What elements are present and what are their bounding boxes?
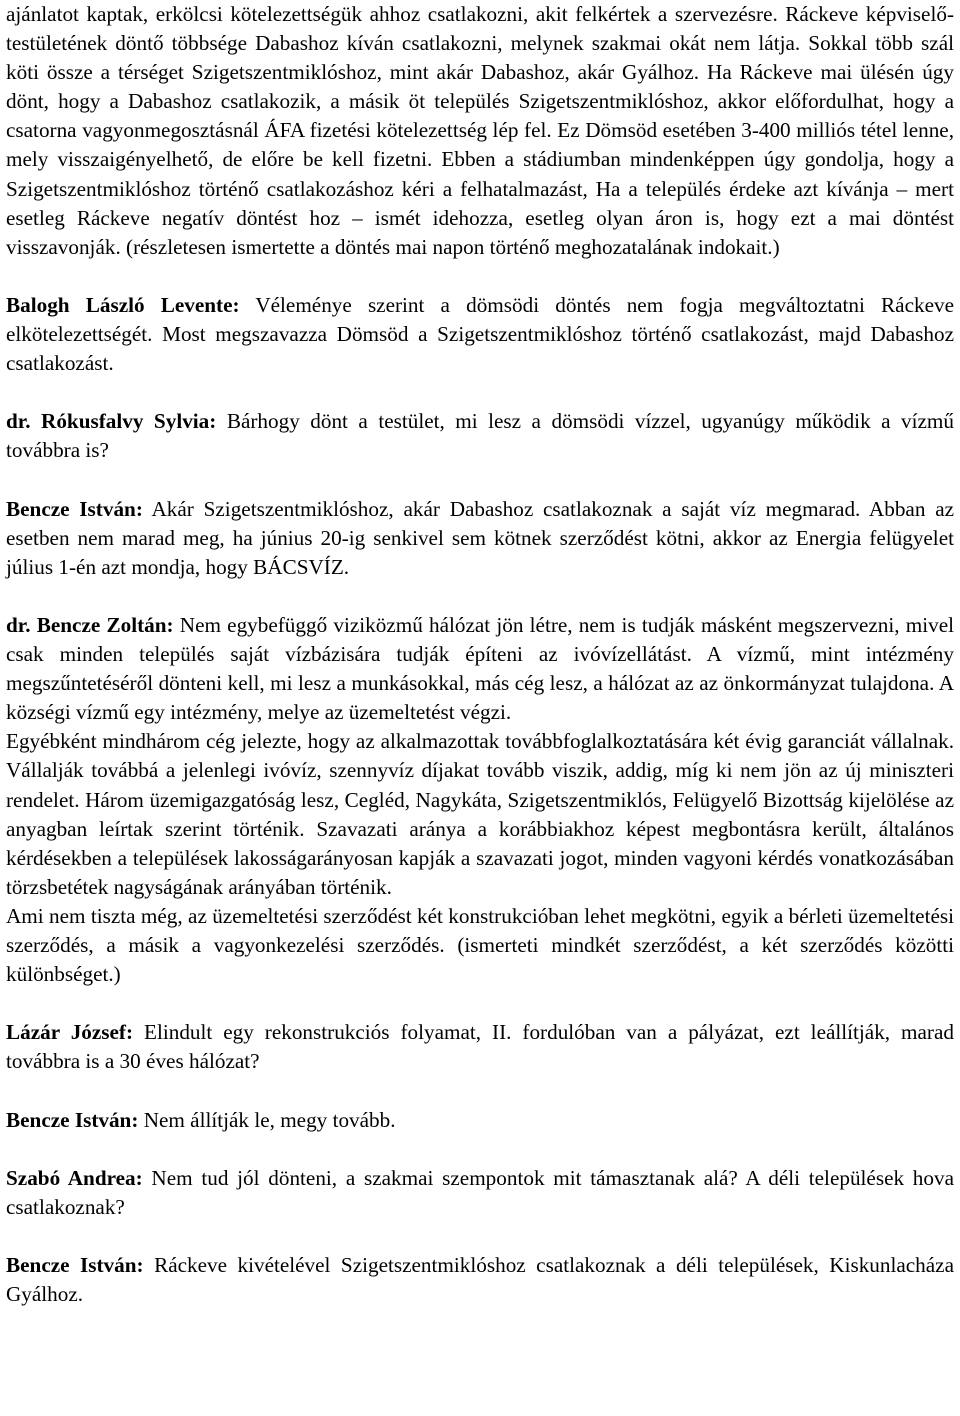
paragraph-text: ajánlatot kaptak, erkölcsi kötelezettségük ahhoz csatlakozni, akit felkértek a szervezésre. Ráckeve képviselő-testületének döntő többsége Dabashoz kíván csatlakozni, melynek szakmai okát nem látja. Sokkal több szál köti össze a térséget Szigetszentmiklóshoz, mint akár Dabashoz, akár Gyálhoz. Ha Ráckeve mai ülésén úgy dönt, hogy a Dabashoz csatlakozik, a másik öt település Szigetszentmiklóshoz, akkor előfordulhat, hogy a csatorna vagyonmegosztásnál ÁFA fizetési kötelezettség lép fel. Ez Dömsöd esetében 3-400 milliós tétel lenne, mely visszaigényelhető, de előre be kell fizetni. Ebben a stádiumban mindenképpen úgy gondolja, hogy a Szigetszentmiklóshoz történő csatlakozáshoz kéri a felhatalmazást, Ha a település érdeke azt kívánja – mert esetleg Ráckeve negatív döntést hoz – ismét idehozza, esetleg olyan áron is, hogy ezt a mai döntést visszavonják. (részletesen ismertette a döntés mai napon történő meghozatalának indokait.) — [6, 2, 954, 259]
paragraph-bencze-istvan-2 — [6, 1106, 954, 1135]
paragraph-continuation-2 — [6, 902, 954, 989]
paragraph-lazar — [6, 1018, 954, 1076]
speaker-name: Balogh László Levente: — [6, 292, 240, 317]
paragraph-intro — [6, 0, 954, 262]
speaker-name: dr. Bencze Zoltán: — [6, 612, 174, 637]
speaker-name: Szabó Andrea: — [6, 1165, 143, 1190]
paragraph-text: Akár Szigetszentmiklóshoz, akár Dabashoz csatlakoznak a saját víz megmarad. Abban az esetben nem marad meg, ha június 20-ig senkivel sem kötnek szerződést kötni, akkor az Energia felügyelet július 1-én azt mondja, hogy BÁCSVÍZ. — [6, 496, 954, 579]
paragraph-text: Elindult egy rekonstrukciós folyamat, II. fordulóban van a pályázat, ezt leállítják, marad továbbra is a 30 éves hálózat? — [6, 1020, 954, 1074]
paragraph-continuation-1 — [6, 727, 954, 902]
paragraph-text: Egyébként mindhárom cég jelezte, hogy az alkalmazottak továbbfoglalkoztatására két évig garanciát vállalnak. Vállalják továbbá a jelenlegi ivóvíz, szennyvíz díjakat tovább viszik, addig, míg ki nem jön az új miniszteri rendelet. Három üzemigazgatóság lesz, Cegléd, Nagykáta, Szigetszentmiklós, Felügyelő Bizottság kijelölése az anyagban leírtak szerint történik. Szavazati aránya a korábbiakhoz képest megbontásra került, általános kérdésekben a települések lakosságarányosan kapják a szavazati jogot, minden vagyoni kérdés vonatkozásában törzsbetétek nagyságának arányában történik. — [6, 729, 954, 899]
paragraph-text: Véleménye szerint a dömsödi döntés nem fogja megváltoztatni Ráckeve elkötelezettségét. Most megszavazza Dömsöd a Szigetszentmiklóshoz történő csatlakozást, majd Dabashoz csatlakozást. — [6, 292, 954, 376]
speaker-name: Lázár József: — [6, 1020, 134, 1045]
paragraph-balogh — [6, 291, 954, 378]
paragraph-text: Ami nem tiszta még, az üzemeltetési szerződést két konstrukcióban lehet megkötni, egyik a bérleti üzemeltetési szerződés, a másik a vagyonkezelési szerződés. (ismerteti mindkét szerződést, a két szerződés közötti különbséget.) — [6, 903, 954, 987]
speaker-name: Bencze István: — [6, 1253, 144, 1278]
speaker-name: Bencze István: — [6, 1107, 139, 1132]
paragraph-text: Bárhogy dönt a testület, mi lesz a dömsödi vízzel, ugyanúgy működik a vízmű továbbra is? — [6, 409, 954, 463]
paragraph-text: Nem egybefüggő viziközmű hálózat jön létre, nem is tudják másként megszervezni, mivel csak minden település saját vízbázisára tudják építeni az ivóvízellátást. A vízmű, mint intézmény megszűntetéséről dönteni kell, mi lesz a munkásokkal, más cég lesz, a hálózat az az önkormányzat tulajdona. A községi vízmű egy intézmény, melye az üzemeltetést végzi. — [6, 612, 955, 725]
paragraph-bencze-istvan-3 — [6, 1251, 954, 1309]
paragraph-bencze-istvan-1 — [6, 495, 954, 582]
paragraph-szabo — [6, 1164, 954, 1222]
paragraph-text: Nem tud jól dönteni, a szakmai szempontok mit támasztanak alá? A déli települések hova csatlakoznak? — [6, 1165, 954, 1219]
paragraph-rokusfalvy — [6, 407, 954, 465]
paragraph-text: Nem állítják le, megy tovább. — [138, 1107, 396, 1132]
speaker-name: Bencze István: — [6, 496, 143, 521]
paragraph-text: Ráckeve kivételével Szigetszentmiklóshoz csatlakoznak a déli települések, Kiskunlacháza Gyálhoz. — [6, 1253, 954, 1307]
paragraph-bencze-zoltan — [6, 611, 954, 727]
speaker-name: dr. Rókusfalvy Sylvia: — [6, 409, 217, 434]
